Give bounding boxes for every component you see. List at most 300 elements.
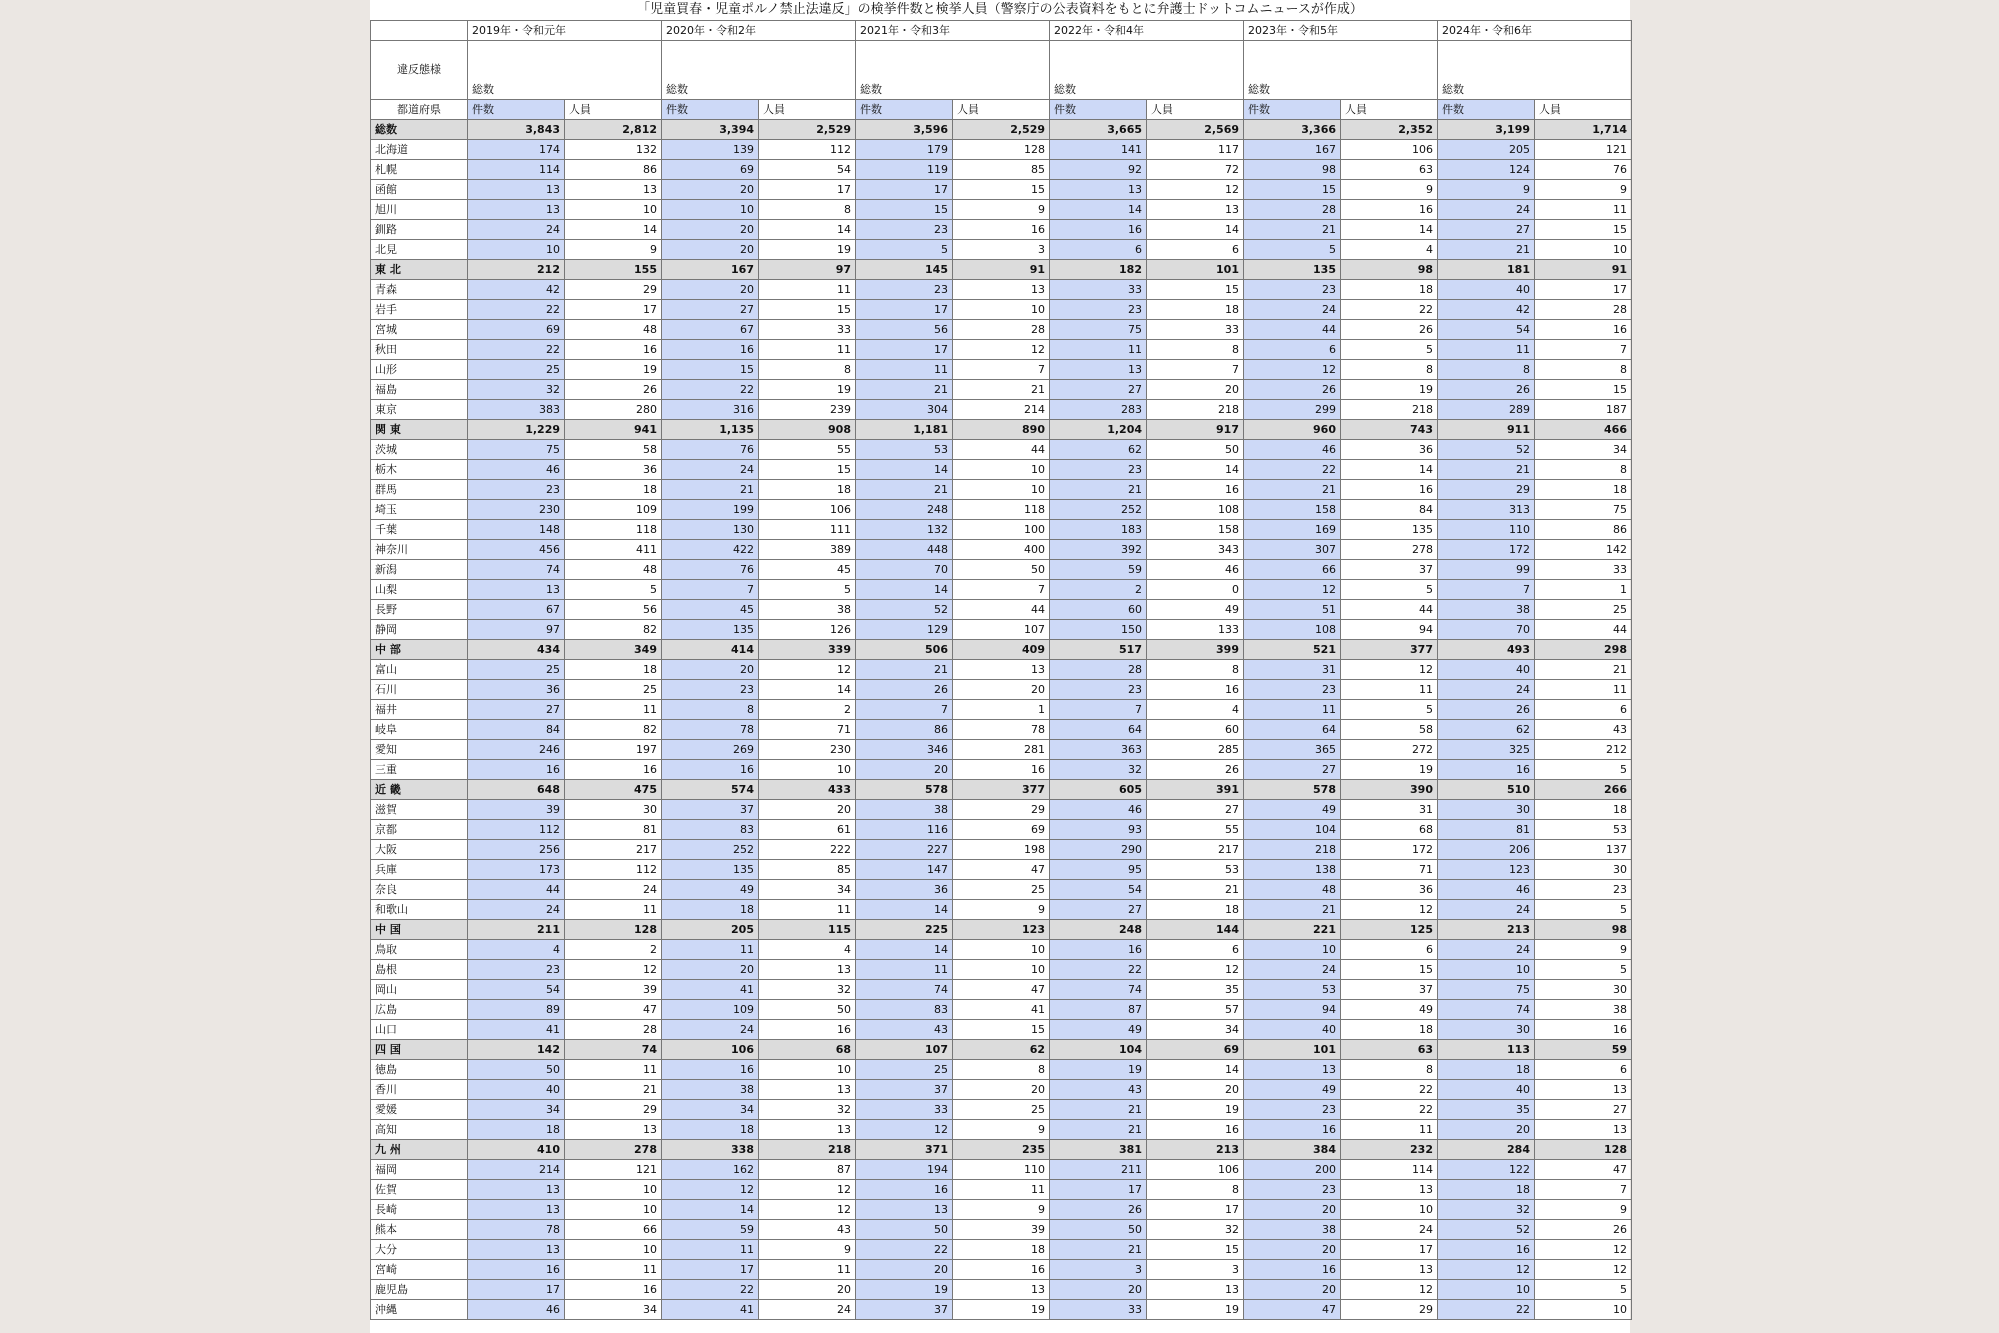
cases-cell: 38 (1244, 1220, 1341, 1240)
persons-cell: 128 (1535, 1140, 1632, 1160)
area-name: 東 北 (371, 260, 468, 280)
persons-cell: 29 (953, 800, 1050, 820)
cases-cell: 1,181 (856, 420, 953, 440)
cases-cell: 167 (1244, 140, 1341, 160)
persons-cell: 111 (759, 520, 856, 540)
persons-cell: 101 (1147, 260, 1244, 280)
persons-cell: 391 (1147, 780, 1244, 800)
cases-cell: 18 (1438, 1060, 1535, 1080)
persons-cell: 389 (759, 540, 856, 560)
table-row (371, 1300, 1632, 1320)
persons-cell: 349 (565, 640, 662, 660)
cases-cell: 23 (1050, 300, 1147, 320)
cases-cell: 112 (468, 820, 565, 840)
cases-cell: 199 (662, 500, 759, 520)
persons-cell: 82 (565, 620, 662, 640)
table-row (371, 320, 1632, 340)
cases-cell: 50 (468, 1060, 565, 1080)
cases-cell: 20 (662, 220, 759, 240)
persons-cell: 22 (1341, 300, 1438, 320)
cases-cell: 3,843 (468, 120, 565, 140)
persons-cell: 5 (1341, 340, 1438, 360)
persons-cell: 8 (1535, 360, 1632, 380)
cases-cell: 84 (468, 720, 565, 740)
cases-cell: 162 (662, 1160, 759, 1180)
cases-cell: 13 (468, 580, 565, 600)
cases-cell: 116 (856, 820, 953, 840)
area-name: 富山 (371, 660, 468, 680)
cases-cell: 93 (1050, 820, 1147, 840)
persons-cell: 285 (1147, 740, 1244, 760)
cases-cell: 21 (856, 380, 953, 400)
cases-label: 件数 (662, 100, 759, 120)
table-row (371, 800, 1632, 820)
cases-cell: 32 (468, 380, 565, 400)
area-name: 島根 (371, 960, 468, 980)
persons-cell: 23 (1535, 880, 1632, 900)
area-name: 旭川 (371, 200, 468, 220)
cases-cell: 142 (468, 1040, 565, 1060)
persons-cell: 280 (565, 400, 662, 420)
cases-cell: 7 (662, 580, 759, 600)
cases-cell: 16 (856, 1180, 953, 1200)
prefecture-label: 都道府県 (371, 100, 468, 120)
persons-cell: 86 (1535, 520, 1632, 540)
cases-cell: 10 (1244, 940, 1341, 960)
persons-cell: 32 (759, 980, 856, 1000)
persons-cell: 87 (759, 1160, 856, 1180)
area-name: 函館 (371, 180, 468, 200)
table-row (371, 600, 1632, 620)
area-name: 群馬 (371, 480, 468, 500)
cases-cell: 24 (1438, 200, 1535, 220)
persons-cell: 10 (953, 480, 1050, 500)
cases-cell: 44 (468, 880, 565, 900)
cases-cell: 448 (856, 540, 953, 560)
cases-cell: 21 (1244, 220, 1341, 240)
area-name: 中 国 (371, 920, 468, 940)
persons-cell: 9 (1535, 1200, 1632, 1220)
persons-cell: 2,529 (759, 120, 856, 140)
persons-cell: 53 (1147, 860, 1244, 880)
cases-cell: 11 (1438, 340, 1535, 360)
persons-cell: 7 (1535, 1180, 1632, 1200)
cases-cell: 33 (1050, 1300, 1147, 1320)
cases-cell: 25 (856, 1060, 953, 1080)
persons-cell: 5 (1341, 580, 1438, 600)
persons-cell: 7 (1147, 360, 1244, 380)
cases-cell: 46 (1244, 440, 1341, 460)
cases-cell: 23 (856, 220, 953, 240)
persons-cell: 16 (565, 1280, 662, 1300)
cases-cell: 304 (856, 400, 953, 420)
cases-cell: 211 (1050, 1160, 1147, 1180)
persons-cell: 14 (1147, 220, 1244, 240)
cases-cell: 414 (662, 640, 759, 660)
cases-cell: 13 (468, 1240, 565, 1260)
cases-cell: 109 (662, 1000, 759, 1020)
cases-cell: 38 (662, 1080, 759, 1100)
cases-cell: 70 (1438, 620, 1535, 640)
cases-cell: 74 (468, 560, 565, 580)
persons-cell: 144 (1147, 920, 1244, 940)
cases-cell: 181 (1438, 260, 1535, 280)
cases-cell: 148 (468, 520, 565, 540)
cases-cell: 410 (468, 1140, 565, 1160)
cases-cell: 51 (1244, 600, 1341, 620)
persons-cell: 8 (1147, 660, 1244, 680)
persons-cell: 11 (1341, 680, 1438, 700)
cases-cell: 16 (468, 1260, 565, 1280)
persons-cell: 44 (953, 600, 1050, 620)
persons-cell: 106 (1147, 1160, 1244, 1180)
persons-cell: 44 (1535, 620, 1632, 640)
persons-cell: 11 (565, 700, 662, 720)
cases-cell: 23 (1244, 1180, 1341, 1200)
persons-cell: 45 (759, 560, 856, 580)
area-name: 鳥取 (371, 940, 468, 960)
cases-cell: 21 (856, 480, 953, 500)
persons-cell: 117 (1147, 140, 1244, 160)
cases-cell: 16 (468, 760, 565, 780)
cases-label: 件数 (856, 100, 953, 120)
cases-cell: 299 (1244, 400, 1341, 420)
cases-cell: 227 (856, 840, 953, 860)
persons-cell: 18 (1535, 480, 1632, 500)
cases-cell: 14 (662, 1200, 759, 1220)
persons-cell: 155 (565, 260, 662, 280)
persons-cell: 2,812 (565, 120, 662, 140)
persons-cell: 217 (565, 840, 662, 860)
persons-cell: 218 (759, 1140, 856, 1160)
cases-cell: 43 (856, 1020, 953, 1040)
cases-cell: 5 (1244, 240, 1341, 260)
persons-cell: 15 (1341, 960, 1438, 980)
persons-cell: 84 (1341, 500, 1438, 520)
cases-cell: 19 (1050, 1060, 1147, 1080)
persons-cell: 19 (1147, 1300, 1244, 1320)
area-name: 静岡 (371, 620, 468, 640)
cases-cell: 3,394 (662, 120, 759, 140)
persons-cell: 15 (1535, 380, 1632, 400)
persons-cell: 12 (1147, 960, 1244, 980)
cases-cell: 34 (468, 1100, 565, 1120)
cases-cell: 53 (1244, 980, 1341, 1000)
cases-cell: 392 (1050, 540, 1147, 560)
area-name: 北見 (371, 240, 468, 260)
table-row (371, 940, 1632, 960)
table-row (371, 1060, 1632, 1080)
persons-cell: 16 (1535, 1020, 1632, 1040)
persons-cell: 63 (1341, 1040, 1438, 1060)
persons-cell: 3 (953, 240, 1050, 260)
cases-cell: 87 (1050, 1000, 1147, 1020)
cases-cell: 18 (662, 900, 759, 920)
persons-cell: 15 (759, 460, 856, 480)
persons-cell: 12 (759, 660, 856, 680)
spreadsheet-sheet (370, 0, 1630, 1333)
region-total-row (371, 640, 1632, 660)
persons-label: 人員 (1341, 100, 1438, 120)
cases-cell: 252 (1050, 500, 1147, 520)
cases-cell: 94 (1244, 1000, 1341, 1020)
persons-cell: 20 (759, 800, 856, 820)
persons-cell: 34 (759, 880, 856, 900)
cases-cell: 22 (1050, 960, 1147, 980)
cases-cell: 97 (468, 620, 565, 640)
table-row (371, 1160, 1632, 1180)
year-header: 2022年・令和4年 (1050, 21, 1244, 41)
persons-cell: 14 (759, 220, 856, 240)
cases-cell: 13 (468, 200, 565, 220)
persons-cell: 86 (565, 160, 662, 180)
area-name: 沖縄 (371, 1300, 468, 1320)
cases-cell: 346 (856, 740, 953, 760)
area-name: 徳島 (371, 1060, 468, 1080)
cases-cell: 6 (1050, 240, 1147, 260)
persons-cell: 1 (1535, 580, 1632, 600)
cases-cell: 7 (1438, 580, 1535, 600)
persons-cell: 9 (1341, 180, 1438, 200)
persons-cell: 19 (1341, 380, 1438, 400)
table-row (371, 240, 1632, 260)
cases-cell: 316 (662, 400, 759, 420)
cases-cell: 69 (662, 160, 759, 180)
persons-cell: 433 (759, 780, 856, 800)
cases-cell: 119 (856, 160, 953, 180)
cases-cell: 14 (856, 900, 953, 920)
persons-cell: 20 (759, 1280, 856, 1300)
table-row (371, 580, 1632, 600)
persons-cell: 20 (1147, 380, 1244, 400)
persons-cell: 13 (953, 660, 1050, 680)
table-row (371, 1220, 1632, 1240)
persons-cell: 25 (565, 680, 662, 700)
cases-cell: 76 (662, 440, 759, 460)
cases-cell: 15 (1244, 180, 1341, 200)
persons-cell: 4 (1341, 240, 1438, 260)
persons-cell: 26 (1341, 320, 1438, 340)
persons-cell: 30 (565, 800, 662, 820)
persons-cell: 21 (1147, 880, 1244, 900)
persons-cell: 12 (1341, 660, 1438, 680)
persons-cell: 28 (1535, 300, 1632, 320)
persons-cell: 30 (1535, 980, 1632, 1000)
cases-cell: 124 (1438, 160, 1535, 180)
persons-cell: 29 (565, 280, 662, 300)
cases-cell: 98 (1244, 160, 1341, 180)
persons-cell: 11 (1341, 1120, 1438, 1140)
persons-cell: 377 (1341, 640, 1438, 660)
persons-cell: 54 (759, 160, 856, 180)
cases-cell: 113 (1438, 1040, 1535, 1060)
cases-cell: 27 (1050, 380, 1147, 400)
cases-cell: 20 (1438, 1120, 1535, 1140)
region-total-row (371, 120, 1632, 140)
cases-cell: 40 (468, 1080, 565, 1100)
persons-cell: 10 (565, 200, 662, 220)
table-row (371, 980, 1632, 1000)
violation-label: 違反態様 (371, 41, 468, 100)
cases-cell: 48 (1244, 880, 1341, 900)
persons-cell: 61 (759, 820, 856, 840)
cases-cell: 107 (856, 1040, 953, 1060)
cases-cell: 269 (662, 740, 759, 760)
cases-cell: 213 (1438, 920, 1535, 940)
total-label: 総数 (662, 41, 856, 100)
area-name: 中 部 (371, 640, 468, 660)
cases-cell: 21 (1050, 480, 1147, 500)
cases-cell: 36 (856, 880, 953, 900)
persons-cell: 218 (1341, 400, 1438, 420)
area-name: 三重 (371, 760, 468, 780)
persons-cell: 37 (1341, 560, 1438, 580)
persons-cell: 47 (953, 860, 1050, 880)
area-name: 長崎 (371, 1200, 468, 1220)
persons-cell: 3 (1147, 1260, 1244, 1280)
table-row (371, 180, 1632, 200)
persons-cell: 9 (953, 1200, 1050, 1220)
persons-cell: 13 (1147, 1280, 1244, 1300)
cases-cell: 75 (1438, 980, 1535, 1000)
cases-cell: 46 (1050, 800, 1147, 820)
persons-cell: 9 (1535, 180, 1632, 200)
area-name: 岐阜 (371, 720, 468, 740)
cases-cell: 383 (468, 400, 565, 420)
persons-cell: 28 (953, 320, 1050, 340)
cases-cell: 5 (856, 240, 953, 260)
persons-cell: 47 (953, 980, 1050, 1000)
cases-cell: 365 (1244, 740, 1341, 760)
persons-cell: 16 (759, 1020, 856, 1040)
cases-cell: 52 (856, 600, 953, 620)
cases-cell: 8 (1438, 360, 1535, 380)
persons-cell: 21 (565, 1080, 662, 1100)
cases-cell: 214 (468, 1160, 565, 1180)
cases-cell: 59 (1050, 560, 1147, 580)
cases-cell: 64 (1050, 720, 1147, 740)
table-row (371, 960, 1632, 980)
persons-cell: 17 (565, 300, 662, 320)
year-header: 2020年・令和2年 (662, 21, 856, 41)
persons-cell: 6 (1147, 240, 1244, 260)
cases-cell: 20 (662, 660, 759, 680)
cases-cell: 26 (1244, 380, 1341, 400)
table-row (371, 220, 1632, 240)
table-row (371, 160, 1632, 180)
cases-cell: 21 (662, 480, 759, 500)
persons-cell: 16 (1341, 480, 1438, 500)
persons-cell: 16 (953, 760, 1050, 780)
cases-cell: 41 (468, 1020, 565, 1040)
persons-cell: 278 (565, 1140, 662, 1160)
cases-cell: 13 (856, 1200, 953, 1220)
persons-cell: 18 (1147, 300, 1244, 320)
persons-cell: 62 (953, 1040, 1050, 1060)
cases-cell: 30 (1438, 1020, 1535, 1040)
cases-cell: 12 (662, 1180, 759, 1200)
persons-cell: 18 (565, 480, 662, 500)
area-name: 宮城 (371, 320, 468, 340)
cases-cell: 31 (1244, 660, 1341, 680)
persons-cell: 281 (953, 740, 1050, 760)
cases-cell: 89 (468, 1000, 565, 1020)
cases-cell: 27 (1050, 900, 1147, 920)
cases-cell: 40 (1244, 1020, 1341, 1040)
cases-cell: 16 (1050, 940, 1147, 960)
persons-cell: 10 (1341, 1200, 1438, 1220)
persons-cell: 158 (1147, 520, 1244, 540)
persons-cell: 106 (759, 500, 856, 520)
cases-cell: 578 (1244, 780, 1341, 800)
cases-cell: 27 (468, 700, 565, 720)
persons-cell: 4 (1147, 700, 1244, 720)
table-row (371, 1200, 1632, 1220)
persons-cell: 48 (565, 560, 662, 580)
cases-cell: 11 (1244, 700, 1341, 720)
persons-cell: 27 (1535, 1100, 1632, 1120)
persons-cell: 6 (1147, 940, 1244, 960)
area-name: 札幌 (371, 160, 468, 180)
persons-cell: 16 (1147, 680, 1244, 700)
persons-label: 人員 (1147, 100, 1244, 120)
persons-cell: 47 (565, 1000, 662, 1020)
cases-cell: 911 (1438, 420, 1535, 440)
area-name: 北海道 (371, 140, 468, 160)
cases-cell: 122 (1438, 1160, 1535, 1180)
cases-cell: 20 (1244, 1240, 1341, 1260)
cases-cell: 18 (468, 1120, 565, 1140)
cases-cell: 23 (1244, 1100, 1341, 1120)
persons-cell: 8 (1341, 360, 1438, 380)
cases-cell: 21 (1050, 1240, 1147, 1260)
persons-cell: 18 (1341, 1020, 1438, 1040)
cases-cell: 4 (468, 940, 565, 960)
cases-cell: 110 (1438, 520, 1535, 540)
persons-cell: 106 (1341, 140, 1438, 160)
cases-cell: 135 (1244, 260, 1341, 280)
cases-cell: 43 (1050, 1080, 1147, 1100)
cases-cell: 34 (662, 1100, 759, 1120)
persons-cell: 112 (565, 860, 662, 880)
cases-cell: 15 (856, 200, 953, 220)
persons-cell: 74 (565, 1040, 662, 1060)
cases-cell: 54 (1438, 320, 1535, 340)
persons-cell: 2,529 (953, 120, 1050, 140)
cases-cell: 44 (1244, 320, 1341, 340)
persons-cell: 34 (1535, 440, 1632, 460)
area-name: 大分 (371, 1240, 468, 1260)
table-row (371, 540, 1632, 560)
persons-cell: 63 (1341, 160, 1438, 180)
persons-cell: 11 (1535, 200, 1632, 220)
persons-cell: 85 (759, 860, 856, 880)
cases-cell: 21 (1050, 1120, 1147, 1140)
persons-cell: 743 (1341, 420, 1438, 440)
persons-cell: 13 (953, 1280, 1050, 1300)
persons-cell: 14 (565, 220, 662, 240)
cases-cell: 41 (662, 1300, 759, 1320)
cases-cell: 24 (1438, 940, 1535, 960)
persons-cell: 13 (565, 180, 662, 200)
persons-cell: 27 (1147, 800, 1244, 820)
cases-cell: 3,366 (1244, 120, 1341, 140)
cases-cell: 218 (1244, 840, 1341, 860)
cases-cell: 47 (1244, 1300, 1341, 1320)
persons-cell: 17 (1535, 280, 1632, 300)
persons-cell: 15 (1147, 280, 1244, 300)
cases-cell: 81 (1438, 820, 1535, 840)
